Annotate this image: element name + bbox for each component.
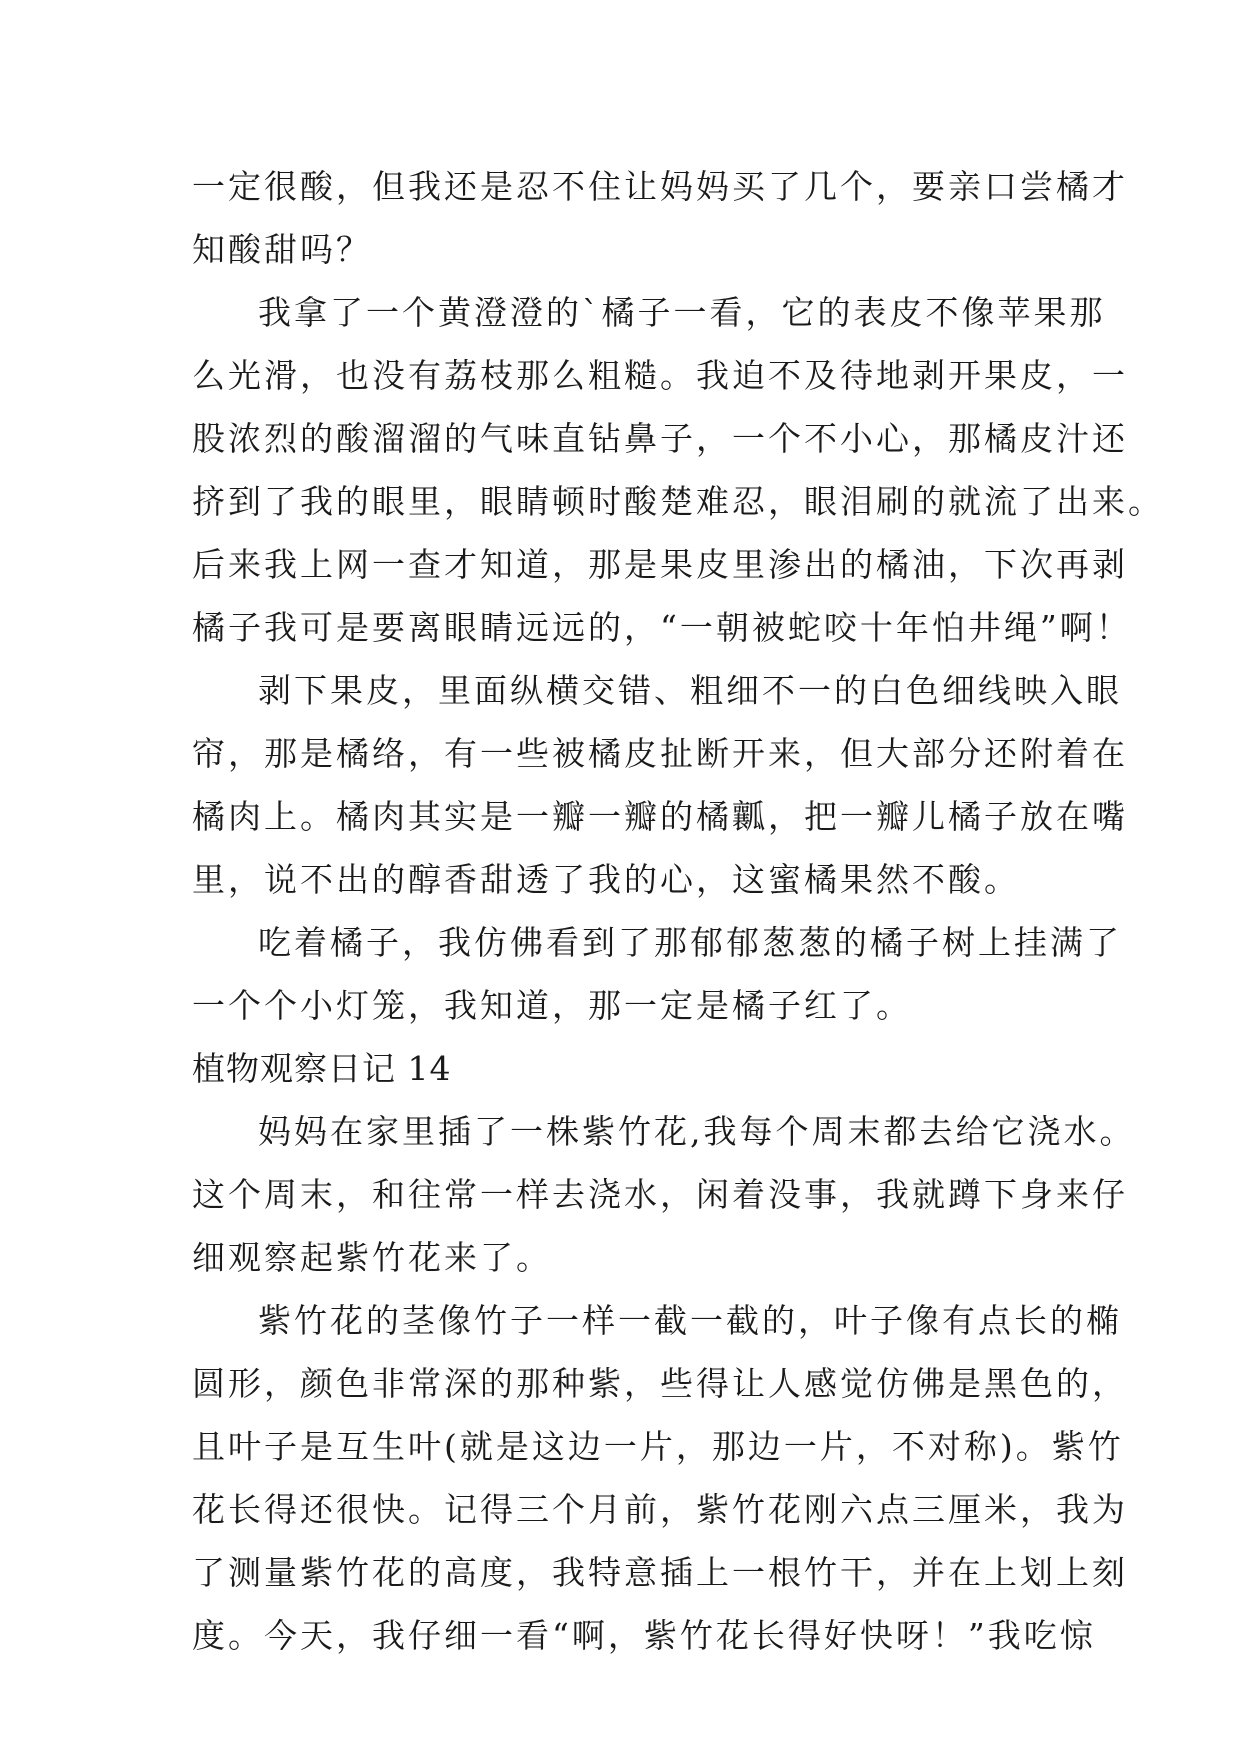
text-line: 后来我上网一查才知道，那是果皮里渗出的橘油，下次再剥: [192, 545, 1128, 584]
paragraph-start-line: 剥下果皮，里面纵横交错、粗细不一的白色细线映入眼: [258, 671, 1122, 710]
text-line: 里，说不出的醇香甜透了我的心，这蜜橘果然不酸。: [192, 860, 1020, 899]
text-line: 橘子我可是要离眼睛远远的，“一朝被蛇咬十年怕井绳”啊！: [192, 608, 1132, 647]
text-line: 橘肉上。橘肉其实是一瓣一瓣的橘瓤，把一瓣儿橘子放在嘴: [192, 797, 1128, 836]
section-heading: 植物观察日记 14: [192, 1049, 452, 1088]
text-line: 这个周末，和往常一样去浇水，闲着没事，我就蹲下身来仔: [192, 1175, 1128, 1214]
text-line: 帘，那是橘络，有一些被橘皮扯断开来，但大部分还附着在: [192, 734, 1128, 773]
paragraph-start-line: 紫竹花的茎像竹子一样一截一截的，叶子像有点长的椭: [258, 1301, 1122, 1340]
paragraph-start-line: 妈妈在家里插了一株紫竹花,我每个周末都去给它浇水。: [258, 1112, 1136, 1151]
text-line: 花长得还很快。记得三个月前，紫竹花刚六点三厘米，我为: [192, 1490, 1128, 1529]
text-line: 且叶子是互生叶(就是这边一片，那边一片，不对称)。紫竹: [192, 1427, 1124, 1466]
text-line: 圆形，颜色非常深的那种紫，些得让人感觉仿佛是黑色的，: [192, 1364, 1128, 1403]
text-line: 知酸甜吗？: [192, 230, 372, 269]
text-line: 细观察起紫竹花来了。: [192, 1238, 552, 1277]
text-line: 股浓烈的酸溜溜的气味直钻鼻子，一个不小心，那橘皮汁还: [192, 419, 1128, 458]
text-line: 度。今天，我仔细一看“啊，紫竹花长得好快呀！”我吃惊: [192, 1616, 1096, 1655]
paragraph-start-line: 我拿了一个黄澄澄的`橘子一看，它的表皮不像苹果那: [258, 293, 1106, 332]
text-line: 么光滑，也没有荔枝那么粗糙。我迫不及待地剥开果皮，一: [192, 356, 1128, 395]
paragraph-start-line: 吃着橘子，我仿佛看到了那郁郁葱葱的橘子树上挂满了: [258, 923, 1122, 962]
text-line: 一定很酸，但我还是忍不住让妈妈买了几个，要亲口尝橘才: [192, 167, 1128, 206]
document-body: [192, 155, 1164, 1667]
text-line: 一个个小灯笼，我知道，那一定是橘子红了。: [192, 986, 912, 1025]
text-line: 了测量紫竹花的高度，我特意插上一根竹干，并在上划上刻: [192, 1553, 1128, 1592]
text-line: 挤到了我的眼里，眼睛顿时酸楚难忍，眼泪刷的就流了出来。: [192, 482, 1164, 521]
